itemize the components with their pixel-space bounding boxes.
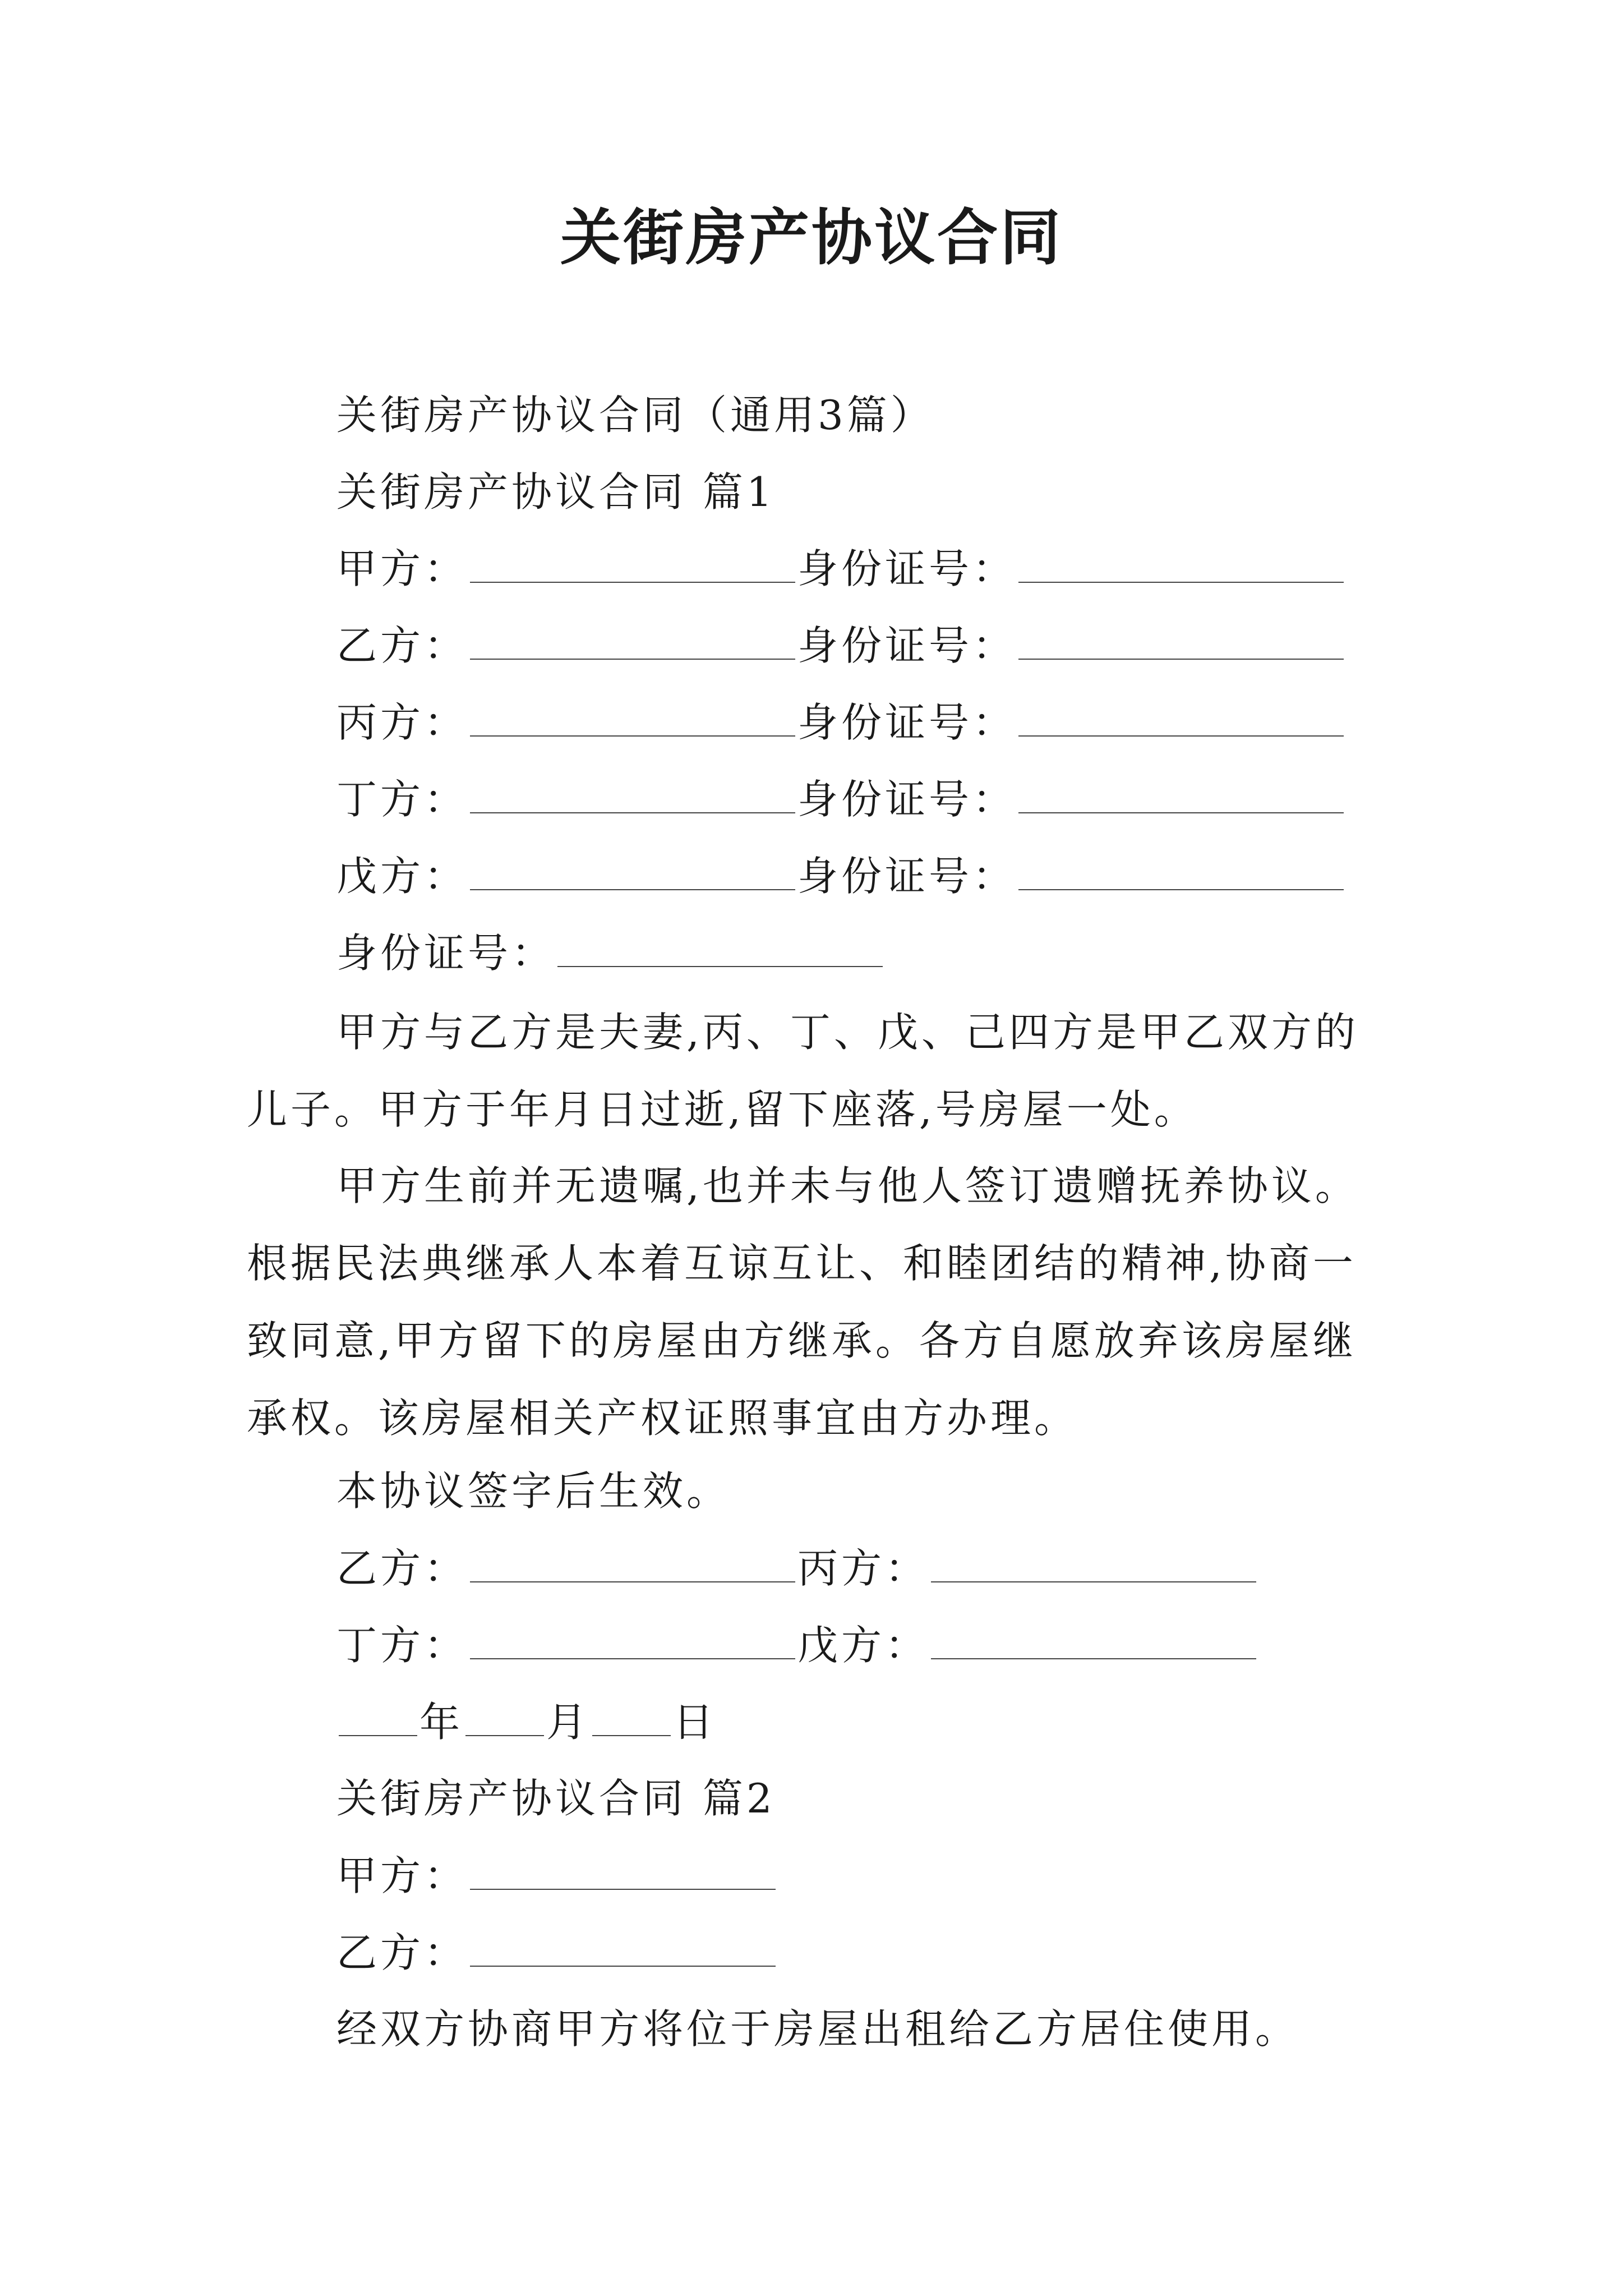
id-blank[interactable] (1018, 771, 1344, 813)
signature-blank[interactable] (470, 1540, 795, 1582)
day-blank[interactable] (592, 1694, 671, 1736)
paragraph-family: 甲方与乙方是夫妻,丙、丁、戊、己四方是甲乙双方的儿子。甲方于年月日过逝,留下座落,号房屋一处。 (247, 1009, 1359, 1133)
name-blank[interactable] (470, 540, 795, 583)
name-blank[interactable] (470, 848, 795, 890)
month-blank[interactable] (465, 1694, 544, 1736)
party-label: 乙方： (336, 622, 468, 669)
signature-label: 丁方： (336, 1622, 468, 1669)
year-label: 年 (419, 1699, 464, 1746)
id-label: 身份证号： (797, 699, 1017, 746)
party-a-row (336, 1847, 778, 1904)
paragraph-inheritance: 甲方生前并无遗嘱,也并未与他人签订遗赠抚养协议。根据民法典继承人本着互谅互让、和睦团结的精神,协商一致同意,甲方留下的房屋由方继承。各方自愿放弃该房屋继承权。该房屋相关产权证照事宜由方办理。 (247, 1162, 1359, 1442)
name-blank[interactable] (470, 1847, 776, 1890)
signature-blank[interactable] (931, 1617, 1256, 1659)
year-blank[interactable] (339, 1694, 417, 1736)
party-label: 甲方： (336, 545, 468, 592)
party-row-wu (336, 848, 1346, 904)
signature-label: 乙方： (336, 1545, 468, 1592)
id-label: 身份证号： (797, 545, 1017, 592)
party-label: 戊方： (336, 853, 468, 900)
name-blank[interactable] (470, 1924, 776, 1967)
id-blank[interactable] (1018, 540, 1344, 583)
party-label: 甲方： (336, 1852, 468, 1899)
section-heading-2: 关街房产协议合同 篇2 (336, 1775, 776, 1822)
id-blank[interactable] (1018, 617, 1344, 660)
lease-clause: 经双方协商甲方将位于房屋出租给乙方居住使用。 (336, 2005, 1299, 2053)
month-label: 月 (546, 1699, 591, 1746)
id-label: 身份证号： (336, 930, 556, 977)
signature-label: 丙方： (797, 1545, 929, 1592)
date-row (336, 1694, 717, 1750)
party-b-row (336, 1924, 778, 1981)
party-label: 乙方： (336, 1929, 468, 1976)
signature-blank[interactable] (931, 1540, 1256, 1582)
party-row-jia (336, 540, 1346, 597)
day-label: 日 (673, 1699, 717, 1746)
name-blank[interactable] (470, 617, 795, 660)
section-heading-1: 关街房产协议合同 篇1 (336, 468, 776, 516)
effective-clause: 本协议签字后生效。 (336, 1467, 731, 1515)
id-blank[interactable] (557, 924, 883, 967)
signature-label: 戊方： (797, 1622, 929, 1669)
document-title: 关街房产协议合同 (560, 203, 1063, 273)
name-blank[interactable] (470, 771, 795, 813)
party-row-yi (336, 617, 1346, 674)
party-label: 丁方： (336, 776, 468, 823)
signature-row-2 (336, 1617, 1258, 1673)
id-blank[interactable] (1018, 694, 1344, 737)
name-blank[interactable] (470, 694, 795, 737)
id-blank[interactable] (1018, 848, 1344, 890)
id-label: 身份证号： (797, 622, 1017, 669)
document-subtitle: 关街房产协议合同（通用3篇） (336, 392, 934, 439)
signature-row-1 (336, 1540, 1258, 1596)
signature-blank[interactable] (470, 1617, 795, 1659)
extra-id-row (336, 924, 885, 981)
id-label: 身份证号： (797, 853, 1017, 900)
id-label: 身份证号： (797, 776, 1017, 823)
party-row-ding (336, 771, 1346, 827)
party-row-bing (336, 694, 1346, 751)
party-label: 丙方： (336, 699, 468, 746)
